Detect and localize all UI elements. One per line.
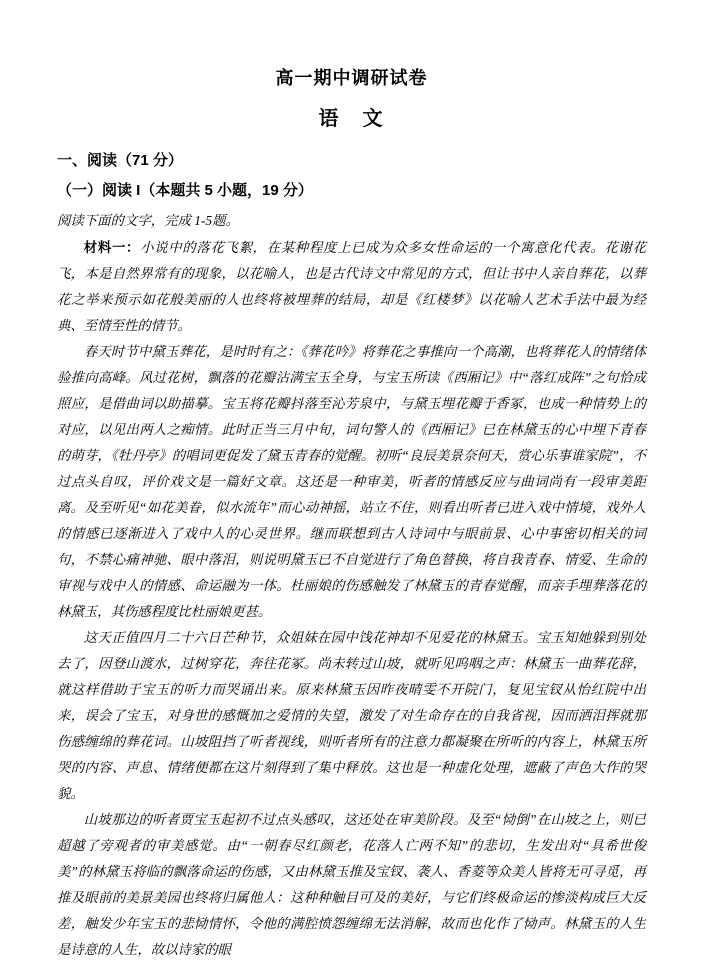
paper-title: 高一期中调研试卷 bbox=[275, 68, 428, 88]
material-paragraph-2: 春天时节中黛玉葬花，是时时有之：《葬花吟》将葬花之事推向一个高潮，也将葬花人的情绪体验推向高峰。风过花树，飘落的花瓣沾满宝玉全身，与宝玉所读《西厢记》中“落红成阵”之句恰成照应，是借曲词以助描摹。宝玉将花瓣抖落至沁芳泉中，与黛玉埋花瓣于香冢，也成一种情势上的对应，以见出两人之痴情。此时正当三月中旬，词句警人的《西厢记》已在林黛玉的心中埋下青春的萌芽，《牡丹亭》的唱词更促发了黛玉青春的觉醒。初听“良辰美景奈何天，赏心乐事谁家院”，不过点头自叹，评价戏文是一篇好文章。这还是一种审美，听者的情感反应与曲词尚有一段审美距离。及至听见“如花美眷，似水流年”而心动神摇，站立不住，则看出听者已进入戏中情境，戏外人的情感已逐渐进入了戏中人的心灵世界。继而联想到古人诗词中与眼前景、心中事密切相关的词句，不禁心痛神驰、眼中落泪，则说明黛玉已不自觉进行了角色替换，将自我青春、情爱、生命的审视与戏中人的情感、命运融为一体。杜丽娘的伤感触发了林黛玉的青春觉醒，而亲手埋葬落花的林黛玉，其伤感程度比杜丽娘更甚。 bbox=[57, 344, 646, 619]
section-heading-reading: 一、阅读（71 分） bbox=[57, 152, 183, 169]
material-paragraph-1 bbox=[57, 235, 646, 339]
material-paragraph-4: 山坡那边的听者贾宝玉起初不过点头感叹，这还处在审美阶段。及至“恸倒”在山坡之上，则已超越了旁观者的审美感觉。由“一朝春尽红颜老，花落人亡两不知”的悲切，生发出对“具希世俊美”的林黛玉将临的飘落命运的伤感，又由林黛玉推及宝钗、袭人、香菱等众美人皆将无可寻觅，再推及眼前的美景美园也终将归属他人：这种种触目可及的美好，与它们终极命运的惨淡构成巨大反差，触发少年宝玉的悲恸情怀，令他的满腔愤怨缠绵无法消解，故而也化作了恸声。林黛玉的人生是诗意的人生，故以诗家的眼 bbox=[57, 812, 646, 957]
subject-title: 语 文 bbox=[318, 108, 385, 130]
reading-passage bbox=[57, 235, 646, 963]
subsection-heading-reading-1: （一）阅读 I（本题共 5 小题，19 分） bbox=[57, 182, 313, 199]
material-paragraph-3: 这天正值四月二十六日芒种节，众姐妹在园中饯花神却不见爱花的林黛玉。宝玉知她躲到别处去了，因登山渡水，过树穿花，奔往花冢。尚未转过山坡，就听见呜咽之声：林黛玉一曲葬花辞，就这样借助于宝玉的听力而哭诵出来。原来林黛玉因昨夜晴雯不开院门，复见宝钗从怡红院中出来，误会了宝玉，对身世的感慨加之爱情的失望，激发了对生命存在的自我省视，因而洒泪挥就那伤感缠绵的葬花词。山坡阻挡了听者视线，则听者所有的注意力都凝聚在所听的内容上，林黛玉所哭的内容、声息、情绪便都在这片刻得到了集中释放。这也是一种虚化处理，遮蔽了声色大作的哭貌。 bbox=[57, 630, 646, 801]
material-one-label: 材料一： bbox=[83, 240, 141, 255]
material-paragraph-1-text: 小说中的落花飞絮，在某种程度上已成为众多女性命运的一个寓意化代表。花谢花飞，本是自然界常有的现象，以花喻人，也是古代诗文中常见的方式，但让书中人亲自葬花，以葬花之举来预示如花般美丽的人也终将被埋葬的结局，却是《红楼梦》以花喻人艺术手法中最为经典、至情至性的情节。 bbox=[57, 240, 647, 333]
reading-instruction: 阅读下面的文字，完成 1-5题。 bbox=[57, 213, 239, 228]
